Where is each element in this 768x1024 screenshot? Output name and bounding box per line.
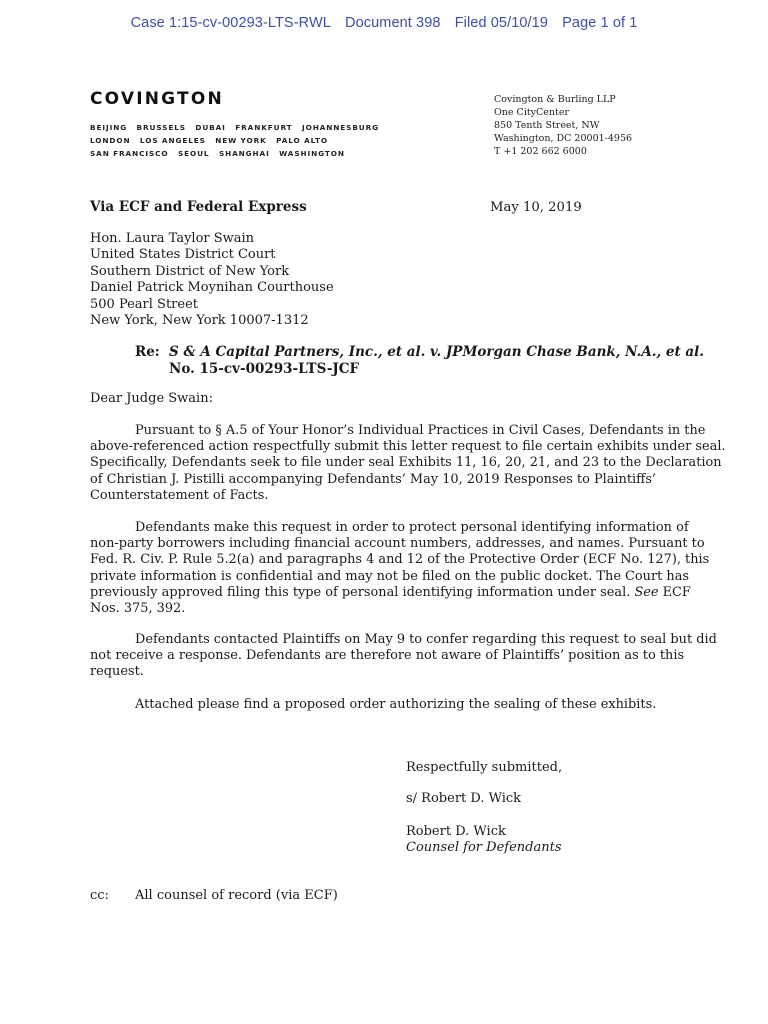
paragraph-line: Pursuant to § A.5 of Your Honor’s Individual Practices in Civil Cases, Defendants in the [135,423,706,438]
phone-line: T +1 202 662 6000 [494,146,587,157]
paragraph-line: private information is confidential and may not be filed on the public docket. The Court has [90,568,690,584]
filed-date-stamp: Filed 05/10/19 [454,15,548,31]
signer-title: Counsel for Defendants [406,840,562,855]
paragraph-line: Fed. R. Civ. P. Rule 5.2(a) and paragraphs 4 and 12 of the Protective Order (ECF No. 127), this [90,552,710,568]
recipient-line: Southern District of New York [90,263,290,279]
page-count-stamp: Page 1 of 1 [562,15,638,31]
recipient-address [90,231,334,329]
cities-row-1 [90,121,385,134]
paragraph-line: Counterstatement of Facts. [90,487,269,503]
city: FRANKFURT [235,123,293,132]
body-paragraph-2 [90,520,710,617]
paragraph-line: of Christian J. Pistilli accompanying Defendants’ May 10, 2019 Responses to Plaintiffs’ [90,471,657,487]
city: BEIJING [90,123,128,132]
cities-row-2 [90,134,385,147]
case-number: No. 15-cv-00293-LTS-JCF [169,361,360,377]
city: SHANGHAI [218,149,270,158]
recipient-line: 500 Pearl Street [90,296,199,312]
recipient-line: Hon. Laura Taylor Swain [90,231,255,246]
office-cities [90,121,385,160]
citation-signal: See [634,584,659,600]
city: LONDON [90,136,131,145]
paragraph-line: above-referenced action respectfully submit this letter request to file certain exhibits under seal. [90,439,726,455]
paragraph-line: Nos. 375, 392. [90,601,186,617]
paragraph-line: request. [90,664,144,680]
city: SEOUL [177,149,210,158]
address-line: One CityCenter [494,107,570,118]
address-line: Covington & Burling LLP [494,94,616,105]
paragraph-line: Attached please find a proposed order authorizing the sealing of these exhibits. [135,697,657,712]
recipient-line: United States District Court [90,247,276,263]
cc-recipients: All counsel of record (via ECF) [135,888,338,903]
case-number-stamp: Case 1:15-cv-00293-LTS-RWL [130,15,331,31]
document-number-stamp: Document 398 [345,15,441,31]
case-caption: S & A Capital Partners, Inc., et al. v. JPMorgan Chase Bank, N.A., et al. [169,344,704,360]
city: DUBAI [195,123,226,132]
closing: Respectfully submitted, [406,760,563,775]
address-line: Washington, DC 20001-4956 [494,133,633,144]
firm-logo: COVINGTON [90,89,224,109]
paragraph-line: Defendants contacted Plaintiffs on May 9 to confer regarding this request to seal but did [135,632,717,647]
city: SAN FRANCISCO [90,149,169,158]
paragraph-line: not receive a response. Defendants are therefore not aware of Plaintiffs’ position as to this [90,648,685,664]
ecf-filing-header [0,15,768,31]
paragraph-line: non-party borrowers including financial account numbers, addresses, and names. Pursuant to [90,536,705,552]
signer-name: Robert D. Wick [406,824,506,839]
recipient-line: Daniel Patrick Moynihan Courthouse [90,280,334,296]
city: BRUSSELS [136,123,186,132]
body-paragraph-1 [90,423,726,504]
paragraph-line: Defendants make this request in order to protect personal identifying information of [135,520,689,535]
electronic-signature: s/ Robert D. Wick [406,791,522,806]
paragraph-line: previously approved filing this type of personal identifying information under seal. See ECF [90,584,691,600]
paragraph-line: Specifically, Defendants seek to file under seal Exhibits 11, 16, 20, 21, and 23 to the Declaration [90,455,722,471]
salutation: Dear Judge Swain: [90,391,213,406]
body-paragraph-3 [90,632,717,681]
body-paragraph-4 [90,697,668,713]
re-label: Re: [135,344,160,360]
city: NEW YORK [215,136,267,145]
city: JOHANNESBURG [302,123,380,132]
cities-row-3 [90,147,385,160]
letter-date: May 10, 2019 [490,200,582,215]
firm-address [494,93,632,158]
city: LOS ANGELES [139,136,206,145]
delivery-method: Via ECF and Federal Express [90,199,307,215]
recipient-line: New York, New York 10007-1312 [90,313,309,329]
city: WASHINGTON [279,149,345,158]
address-line: 850 Tenth Street, NW [494,120,600,131]
cc-label: cc: [90,888,109,903]
city: PALO ALTO [276,136,328,145]
